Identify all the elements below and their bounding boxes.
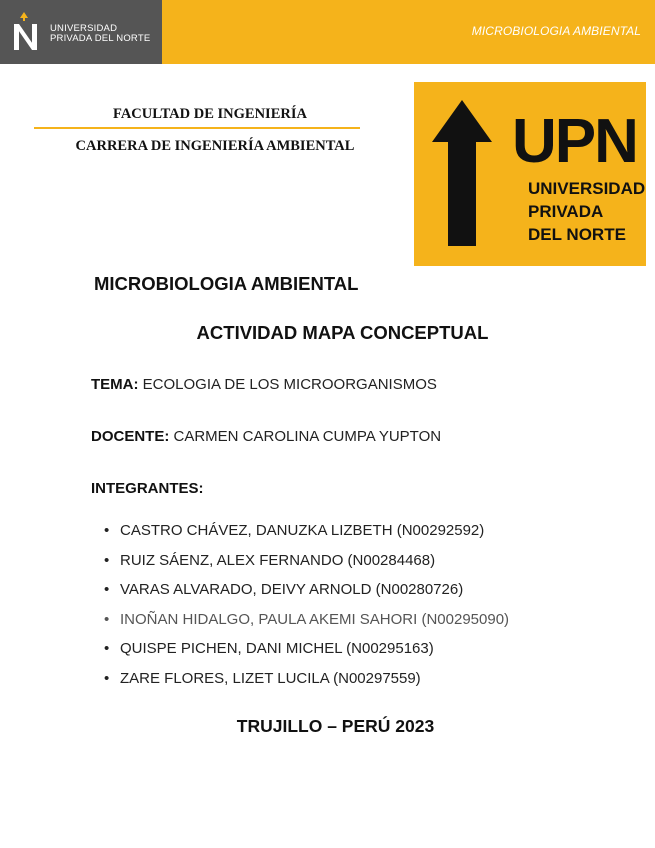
career-name: CARRERA DE INGENIERÍA AMBIENTAL [75,138,355,154]
member-name: ZARE FLORES, LIZET LUCILA (N00297559) [120,669,421,687]
upn-logo-line1: UNIVERSIDAD [528,179,646,198]
list-item: • CASTRO CHÁVEZ, DANUZKA LIZBETH (N00292592) [104,522,485,539]
topic-field [91,376,437,393]
header-logo-line1: UNIVERSIDAD [50,23,118,34]
list-item: • VARAS ALVARADO, DEIVY ARNOLD (N00280726) [104,581,464,598]
course-title: MICROBIOLOGIA AMBIENTAL [94,273,359,294]
upn-small-logo-icon [12,12,40,52]
members-list [104,520,509,697]
list-item: • RUIZ SÁENZ, ALEX FERNANDO (N00284468) [104,551,436,569]
activity-title: ACTIVIDAD MAPA CONCEPTUAL [196,322,489,343]
topic-value: ECOLOGIA DE LOS MICROORGANISMOS [142,376,437,393]
header-title: MICROBIOLOGIA AMBIENTAL [471,24,641,38]
header-band [162,0,655,64]
member-name: QUISPE PICHEN, DANI MICHEL (N00295163) [120,640,434,657]
place-year: TRUJILLO – PERÚ 2023 [236,716,435,736]
members-label: INTEGRANTES: [91,480,204,497]
list-item: • INOÑAN HIDALGO, PAULA AKEMI SAHORI (N00295090) [104,610,510,628]
upn-logo-line3: DEL NORTE [528,225,626,244]
topic-label: TEMA: [91,376,139,393]
header-logo-text [50,24,150,44]
faculty-divider [34,127,360,129]
member-name: RUIZ SÁENZ, ALEX FERNANDO (N00284468) [120,551,436,569]
teacher-field [91,428,441,445]
member-name: VARAS ALVARADO, DEIVY ARNOLD (N00280726) [120,581,464,598]
header-logo-line2: PRIVADA DEL NORTE [50,33,151,44]
teacher-label: DOCENTE: [91,428,170,445]
header-logo-panel [0,0,162,64]
member-name: CASTRO CHÁVEZ, DANUZKA LIZBETH (N00292592) [120,522,485,539]
upn-logo-line2: PRIVADA [528,202,604,221]
upn-logo [414,82,646,266]
list-item: • ZARE FLORES, LIZET LUCILA (N00297559) [104,669,421,687]
teacher-value: CARMEN CAROLINA CUMPA YUPTON [173,428,442,445]
upn-letters: UPN [512,107,637,176]
list-item: • QUISPE PICHEN, DANI MICHEL (N00295163) [104,640,434,657]
upn-arrow-icon [414,82,646,266]
faculty-name: FACULTAD DE INGENIERÍA [113,106,307,122]
member-name: INOÑAN HIDALGO, PAULA AKEMI SAHORI (N00295090) [120,610,510,628]
